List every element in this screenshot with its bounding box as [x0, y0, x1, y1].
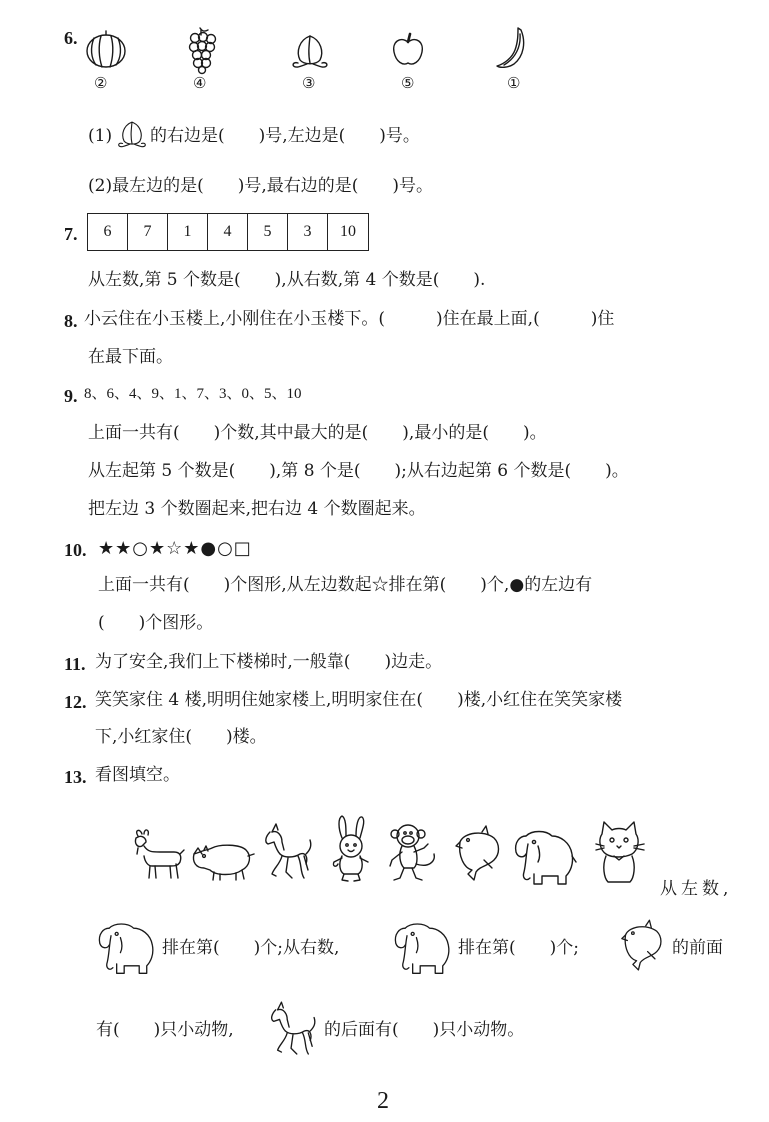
grapes-icon [186, 26, 218, 74]
dolphin-icon [454, 826, 504, 882]
q13-line-2-c: 的前面 [672, 938, 723, 958]
q9-line-3: 把左边 3 个数圈起来,把右边 4 个数圈起来。 [88, 499, 426, 519]
filled-circle-symbol: ● [509, 575, 525, 595]
fruit-label: ⑤ [401, 74, 415, 92]
number-box: 3 [288, 214, 328, 250]
question-number-9: 9. [64, 386, 78, 406]
question-number-12: 12. [64, 692, 87, 712]
q13-title: 看图填空。 [95, 765, 180, 785]
fruit-label: ① [507, 74, 521, 92]
shape-sequence: ★★○★☆★●○□ [98, 538, 252, 559]
q10-line-1-b: 排在第( )个, [388, 575, 510, 595]
page-number: 2 [377, 1088, 389, 1114]
q13-line-2-b: 排在第( )个; [458, 938, 579, 958]
fruit-label: ③ [302, 74, 316, 92]
horse-icon [262, 822, 312, 884]
monkey-icon [386, 820, 440, 884]
question-number-8: 8. [64, 311, 78, 331]
peach-icon [116, 119, 148, 149]
peach-icon [290, 32, 330, 70]
q6-line-1: 的右边是( )号,左边是( )号。 [150, 126, 420, 146]
question-number-11: 11. [64, 654, 86, 674]
elephant-icon [392, 918, 454, 976]
q10-line-1-c: 的左边有 [524, 575, 593, 595]
rabbit-icon [328, 814, 374, 884]
number-box: 6 [88, 214, 128, 250]
question-number-7: 7. [64, 224, 78, 244]
number-box: 4 [208, 214, 248, 250]
q6-line-2: (2)最左边的是( )号,最右边的是( )号。 [88, 176, 434, 196]
elephant-icon [96, 918, 158, 976]
watermelon-icon [84, 30, 128, 70]
horse-icon [268, 1000, 316, 1060]
cat-icon [594, 820, 648, 886]
number-boxes [87, 213, 369, 251]
dolphin-icon [620, 920, 666, 972]
number-box: 1 [168, 214, 208, 250]
q10-line-1 [98, 577, 592, 594]
q11-line: 为了安全,我们上下楼梯时,一般靠( )边走。 [95, 652, 443, 672]
goat-icon [130, 826, 186, 882]
q8-line-1: 小云住在小玉楼上,小刚住在小玉楼下。( )住在最上面,( )住 [84, 309, 615, 329]
q9-line-1: 上面一共有( )个数,其中最大的是( ),最小的是( )。 [88, 423, 547, 443]
q8-line-2: 在最下面。 [88, 347, 173, 367]
q10-line-1-a: 上面一共有( )个图形,从左边数起 [98, 575, 372, 595]
star-outline-symbol: ☆ [371, 575, 389, 595]
q9-sequence: 8、6、4、9、1、7、3、0、5、10 [84, 386, 302, 402]
q9-line-2: 从左起第 5 个数是( ),第 8 个是( );从右边起第 6 个数是( )。 [88, 461, 629, 481]
question-number-10: 10. [64, 540, 87, 560]
question-number-6: 6. [64, 28, 78, 48]
q12-line-2: 下,小红家住( )楼。 [95, 727, 267, 747]
q6-line-1-prefix: (1) [88, 126, 113, 146]
q10-line-2: ( )个图形。 [98, 613, 214, 633]
apple-icon [390, 32, 426, 68]
q13-line-3-a: 有( )只小动物, [96, 1020, 234, 1040]
number-box: 7 [128, 214, 168, 250]
q13-line-3-b: 的后面有( )只小动物。 [324, 1020, 525, 1040]
fruit-label: ② [94, 74, 108, 92]
number-box: 5 [248, 214, 288, 250]
q13-line-2-a: 排在第( )个;从右数, [162, 938, 340, 958]
question-number-13: 13. [64, 767, 87, 787]
rhino-icon [190, 836, 256, 882]
q12-line-1: 笑笑家住 4 楼,明明住她家楼上,明明家住在( )楼,小红住在笑笑家楼 [95, 690, 623, 710]
banana-icon [494, 26, 530, 70]
q7-line: 从左数,第 5 个数是( ),从右数,第 4 个数是( ). [88, 270, 486, 290]
fruit-label: ④ [193, 74, 207, 92]
number-box: 10 [340, 223, 356, 240]
elephant-icon [512, 826, 578, 886]
q13-from-left: 从左数, [660, 879, 733, 899]
